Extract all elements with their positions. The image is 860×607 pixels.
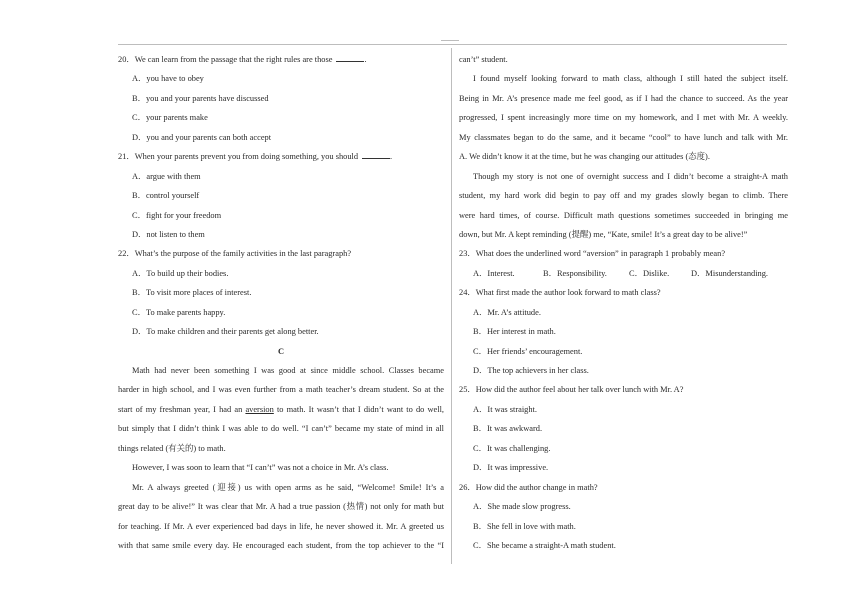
option: A．Mr. A’s attitude. — [473, 307, 541, 317]
option: C．Dislike. — [629, 268, 670, 278]
option: D．not listen to them — [132, 229, 205, 239]
left-column — [118, 50, 444, 555]
option: A．She made slow progress. — [473, 502, 571, 512]
option: D．The top achievers in her class. — [473, 366, 589, 375]
passage-line: for teaching. If Mr. A ever experienced bad days in life, he never showed it. Mr. A greeted us — [118, 521, 444, 531]
option: A．argue with them — [132, 171, 201, 181]
passage-line: can’t” student. — [459, 55, 508, 64]
option: D．Misunderstanding. — [691, 268, 768, 278]
question-23: 23．What does the underlined word “aversion” in paragraph 1 probably mean? — [459, 249, 726, 259]
passage-line: Though my story is not one of overnight success and I didn’t become a straight-A math — [473, 171, 788, 181]
passage-line: Mr. A always greeted (迎接) us with open arms as he said, “Welcome! Smile! It’s a — [132, 482, 444, 492]
passage-line: were hard times, of course. Difficult math questions sometimes succeeded in bringing me — [459, 210, 788, 220]
option: C．She became a straight-A math student. — [473, 540, 616, 550]
passage-line: However, I was soon to learn that “I can’t” was not a choice in Mr. A’s class. — [132, 463, 389, 473]
passage-line: Math had never been something I was good at since middle school. Classes became — [132, 366, 444, 375]
option: B．To visit more places of interest. — [132, 288, 252, 298]
option: C．Her friends’ encouragement. — [473, 346, 583, 356]
passage-line: harder in high school, and I was even further from a math teacher’s dream student. So at the — [118, 385, 444, 395]
question-24: 24．What first made the author look forward to math class? — [459, 288, 661, 298]
option: B．control yourself — [132, 191, 200, 201]
passage-line: Being in Mr. A’s presence made me feel good, as if I had the chance to succeed. As the year — [459, 93, 788, 103]
option: A．you have to obey — [132, 74, 204, 84]
option: A．It was straight. — [473, 404, 537, 414]
passage-line: great day to be alive!” It was clear that Mr. A had a true passion (热情) not only for math but — [118, 502, 444, 512]
option: C．It was challenging. — [473, 443, 551, 453]
option: A．To build up their bodies. — [132, 268, 229, 278]
question-22: 22．What’s the purpose of the family activities in the last paragraph? — [118, 249, 352, 259]
section-heading: C — [277, 346, 285, 356]
passage-line: progressed, I spent increasingly more time on my homework, and I met with Mr. A weekly. — [459, 113, 788, 123]
passage-line: A. We didn’t know it at the time, but he was changing our attitudes (态度). — [459, 152, 710, 162]
option: C．To make parents happy. — [132, 307, 226, 317]
question-25: 25．How did the author feel about her talk over lunch with Mr. A? — [459, 385, 684, 395]
header-mark — [441, 40, 459, 41]
option: B．you and your parents have discussed — [132, 93, 269, 103]
question-20: 20．We can learn from the passage that the right rules are those . — [118, 55, 367, 64]
option: A．Interest. — [473, 268, 515, 278]
passage-line: student, my hard work did begin to pay off and my grades slowly began to climb. There — [459, 191, 788, 201]
option: B．She fell in love with math. — [473, 521, 576, 531]
option: D．To make children and their parents get along better. — [132, 327, 319, 337]
option: B．Responsibility. — [543, 268, 607, 278]
question-21: 21．When your parents prevent you from doing something, you should . — [118, 152, 393, 162]
option: B．Her interest in math. — [473, 327, 556, 337]
passage-line: things related (有关的) to math. — [118, 443, 226, 453]
option: C．your parents make — [132, 113, 208, 123]
option: B．It was awkward. — [473, 424, 543, 434]
underlined-word: aversion — [245, 404, 274, 414]
passage-line: down, but Mr. A kept reminding (提醒) me, “Kate, smile! It’s a great day to be alive!” — [459, 229, 748, 239]
column-divider — [451, 48, 452, 564]
answer-blank — [362, 150, 390, 159]
passage-line: with that same smile every day. He encouraged each student, from the top achiever to the “I — [118, 540, 444, 550]
passage-line: I found myself looking forward to math class, although I still hated the subject itself. — [473, 74, 788, 84]
answer-blank — [336, 53, 364, 62]
option: C．fight for your freedom — [132, 210, 222, 220]
option: D．It was impressive. — [473, 463, 549, 473]
right-column — [459, 50, 788, 555]
passage-line: start of my freshman year, I had an aversion to math. It wasn’t that I didn’t want to do well, — [118, 404, 445, 414]
question-26: 26．How did the author change in math? — [459, 482, 598, 492]
option: D．you and your parents can both accept — [132, 132, 272, 142]
header-rule — [118, 44, 787, 45]
passage-line: My classmates began to do the same, and it became “cool” to have lunch and talk with Mr. — [459, 132, 788, 142]
options-row — [459, 264, 788, 283]
passage-line: but simply that I didn’t think I was able to do well. “I can’t” became my state of mind in all — [118, 424, 444, 434]
